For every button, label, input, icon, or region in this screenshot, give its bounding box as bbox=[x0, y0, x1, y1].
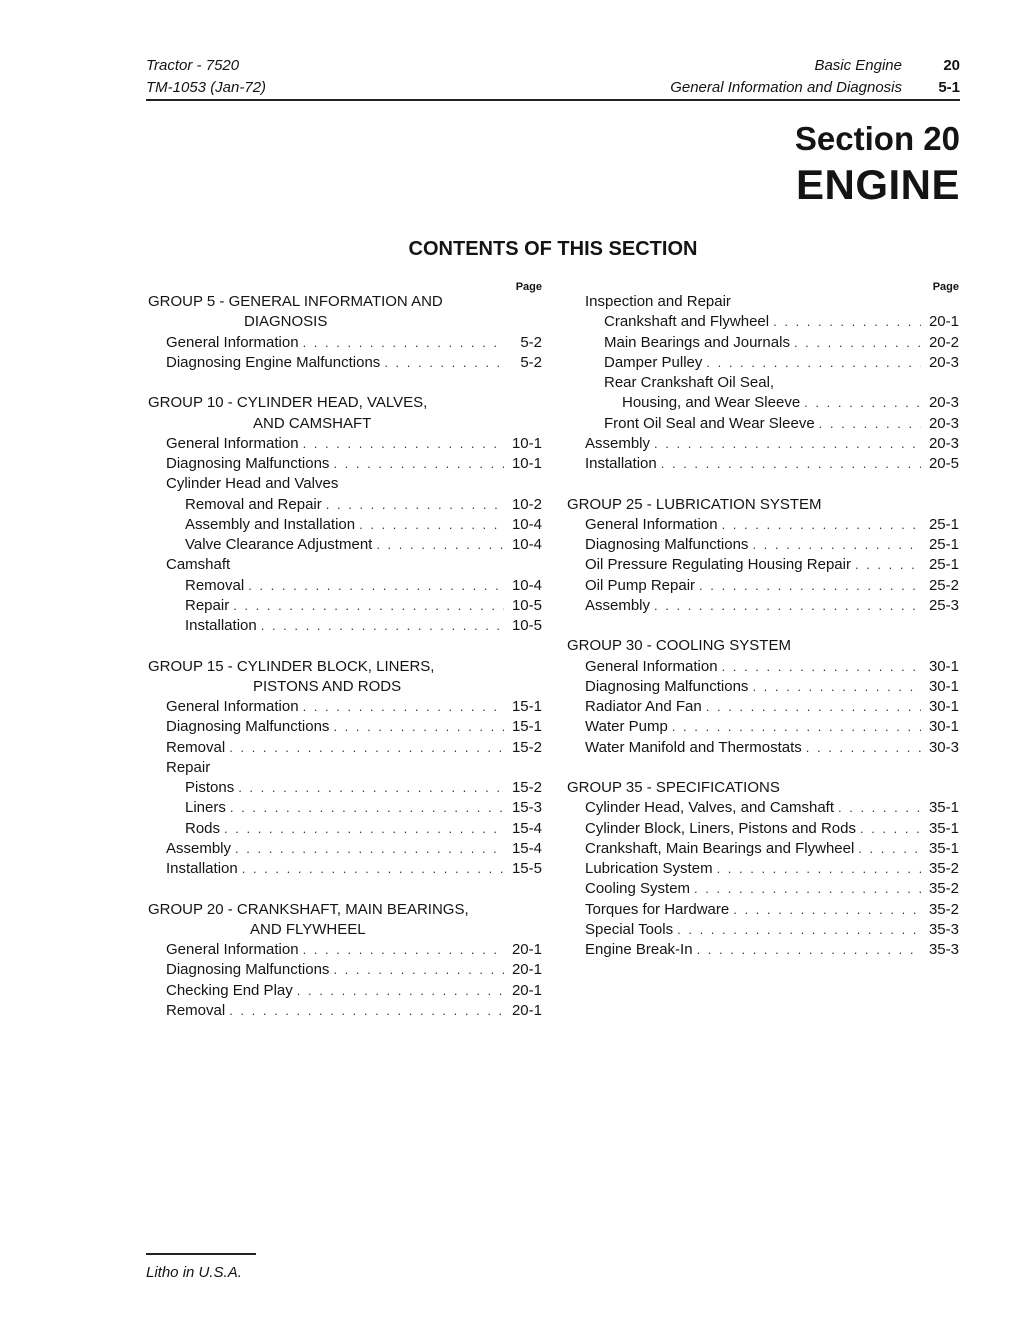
group-heading-cont: DIAGNOSIS bbox=[244, 313, 328, 331]
contents-title: CONTENTS OF THIS SECTION bbox=[408, 238, 698, 260]
toc-entry[interactable]: Installation . . . 10-5 bbox=[148, 616, 542, 636]
toc-left-column bbox=[148, 280, 542, 1021]
header-rule bbox=[146, 99, 960, 101]
group-heading-cont: AND FLYWHEEL bbox=[250, 920, 366, 938]
toc-entry[interactable]: Diagnosing Malfunctions . . . 15-1 bbox=[148, 717, 542, 737]
toc-entry[interactable]: Assembly . . . 15-4 bbox=[148, 839, 542, 859]
toc-entry[interactable]: Removal . . . 10-4 bbox=[148, 576, 542, 596]
toc-entry[interactable]: Assembly . . . 25-3 bbox=[567, 596, 959, 616]
toc-entry[interactable]: Special Tools . . . 35-3 bbox=[567, 920, 959, 940]
toc-entry[interactable]: Removal and Repair . . . 10-2 bbox=[148, 495, 542, 515]
toc-entry[interactable]: Crankshaft and Flywheel . . . 20-1 bbox=[567, 312, 959, 332]
toc-subheading: Rear Crankshaft Oil Seal, bbox=[604, 374, 775, 391]
toc-entry[interactable]: Liners . . . 15-3 bbox=[148, 798, 542, 818]
toc-entry[interactable]: General Information . . . 25-1 bbox=[567, 515, 959, 535]
toc-entry[interactable]: Oil Pressure Regulating Housing Repair . . . 25-1 bbox=[567, 555, 959, 575]
toc-subheading: Cylinder Head and Valves bbox=[166, 475, 339, 493]
toc-entry[interactable]: Main Bearings and Journals . . . 20-2 bbox=[567, 333, 959, 353]
toc-entry[interactable]: Diagnosing Malfunctions . . . 10-1 bbox=[148, 454, 542, 474]
toc-entry[interactable]: Installation . . . 20-5 bbox=[567, 454, 959, 474]
toc-entry[interactable]: Cylinder Block, Liners, Pistons and Rods . . . 35-1 bbox=[567, 819, 959, 839]
toc-entry[interactable]: Cooling System . . . 35-2 bbox=[567, 879, 959, 899]
toc-entry[interactable]: Water Manifold and Thermostats . . . 30-3 bbox=[567, 738, 959, 758]
toc-entry[interactable]: Crankshaft, Main Bearings and Flywheel . . . 35-1 bbox=[567, 839, 959, 859]
group-heading-cont: PISTONS AND RODS bbox=[253, 677, 402, 695]
group-heading-cont: AND CAMSHAFT bbox=[253, 414, 372, 432]
group-heading: GROUP 30 - COOLING SYSTEM bbox=[567, 637, 791, 655]
manual-number: TM-1053 (Jan-72) bbox=[146, 79, 267, 96]
footer-rule bbox=[146, 1253, 256, 1255]
group-heading: GROUP 15 - CYLINDER BLOCK, LINERS, bbox=[148, 657, 435, 675]
toc-entry[interactable]: General Information . . . 30-1 bbox=[567, 657, 959, 677]
toc-right-column bbox=[567, 280, 959, 960]
toc-entry[interactable]: Damper Pulley . . . 20-3 bbox=[567, 353, 959, 373]
section-label: Section 20 bbox=[794, 120, 960, 157]
section-title: ENGINE bbox=[795, 161, 960, 208]
toc-entry[interactable]: Water Pump . . . 30-1 bbox=[567, 717, 959, 737]
toc-subheading: Inspection and Repair bbox=[585, 293, 731, 310]
toc-entry[interactable]: Diagnosing Malfunctions . . . 25-1 bbox=[567, 535, 959, 555]
footer-litho: Litho in U.S.A. bbox=[146, 1264, 242, 1281]
toc-entry[interactable]: General Information . . . 10-1 bbox=[148, 434, 542, 454]
toc-entry[interactable]: General Information . . . 20-1 bbox=[148, 940, 542, 960]
toc-entry[interactable]: Diagnosing Malfunctions . . . 30-1 bbox=[567, 677, 959, 697]
group-heading: GROUP 35 - SPECIFICATIONS bbox=[567, 779, 780, 796]
toc-entry[interactable]: Front Oil Seal and Wear Sleeve . . . 20-3 bbox=[567, 414, 959, 434]
toc-entry[interactable]: Rods . . . 15-4 bbox=[148, 819, 542, 839]
group-heading: GROUP 20 - CRANKSHAFT, MAIN BEARINGS, bbox=[148, 900, 469, 918]
page-column-heading: Page bbox=[932, 281, 959, 293]
toc-entry[interactable]: Removal . . . 15-2 bbox=[148, 738, 542, 758]
header-left bbox=[146, 55, 266, 99]
header-section-number: 20 bbox=[943, 57, 960, 74]
toc-entry[interactable]: Diagnosing Malfunctions . . . 20-1 bbox=[148, 960, 542, 980]
toc-entry[interactable]: Valve Clearance Adjustment . . . 10-4 bbox=[148, 535, 542, 555]
toc-entry[interactable]: Pistons . . . 15-2 bbox=[148, 778, 542, 798]
toc-entry[interactable]: Radiator And Fan . . . 30-1 bbox=[567, 697, 959, 717]
toc-entry[interactable]: Installation . . . 15-5 bbox=[148, 859, 542, 879]
toc-entry[interactable]: Torques for Hardware . . . 35-2 bbox=[567, 900, 959, 920]
toc-entry[interactable]: Repair . . . 10-5 bbox=[148, 596, 542, 616]
tractor-model: Tractor - 7520 bbox=[146, 57, 240, 74]
toc-entry[interactable]: Checking End Play . . . 20-1 bbox=[148, 981, 542, 1001]
toc-entry[interactable]: Cylinder Head, Valves, and Camshaft . . . 35-1 bbox=[567, 798, 959, 818]
group-heading: GROUP 25 - LUBRICATION SYSTEM bbox=[567, 495, 822, 513]
toc-entry[interactable]: Lubrication System . . . 35-2 bbox=[567, 859, 959, 879]
toc-entry[interactable]: Engine Break-In . . . 35-3 bbox=[567, 940, 959, 960]
toc-entry[interactable]: Removal . . . 20-1 bbox=[148, 1001, 542, 1021]
toc-entry[interactable]: Oil Pump Repair . . . 25-2 bbox=[567, 576, 959, 596]
toc-entry[interactable]: Housing, and Wear Sleeve . . . 20-3 bbox=[567, 393, 959, 413]
toc-entry[interactable]: General Information . . . 5-2 bbox=[148, 333, 542, 353]
header-section-name: Basic Engine bbox=[814, 57, 902, 74]
toc-entry[interactable]: Diagnosing Engine Malfunctions . . . 5-2 bbox=[148, 353, 542, 373]
header-group-name: General Information and Diagnosis bbox=[670, 79, 902, 96]
toc-subheading: Camshaft bbox=[166, 556, 231, 574]
page-column-heading: Page bbox=[515, 281, 542, 293]
toc-entry[interactable]: General Information . . . 15-1 bbox=[148, 697, 542, 717]
toc-subheading: Repair bbox=[166, 758, 211, 776]
toc-entry[interactable]: Assembly and Installation . . . 10-4 bbox=[148, 515, 542, 535]
group-heading: GROUP 5 - GENERAL INFORMATION AND bbox=[148, 293, 443, 310]
header-page-number: 5-1 bbox=[938, 79, 960, 96]
group-heading: GROUP 10 - CYLINDER HEAD, VALVES, bbox=[148, 394, 428, 412]
header-right bbox=[560, 55, 960, 99]
toc-entry[interactable]: Assembly . . . 20-3 bbox=[567, 434, 959, 454]
